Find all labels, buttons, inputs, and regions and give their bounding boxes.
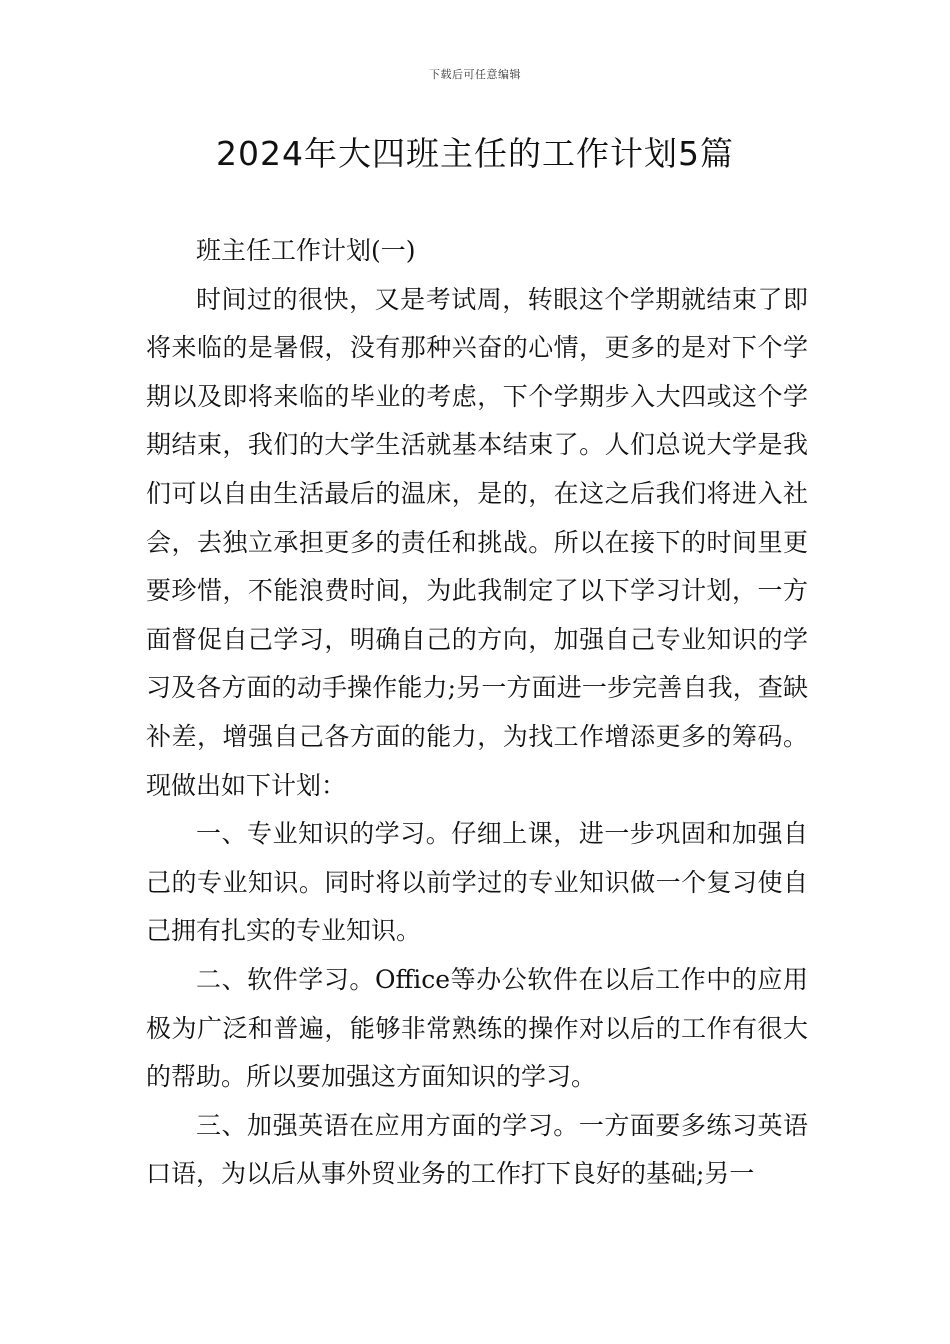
header-note: 下载后可任意编辑	[429, 68, 521, 81]
body-paragraph: 一、专业知识的学习。仔细上课，进一步巩固和加强自己的专业知识。同时将以前学过的专业知识做一个复习使自己拥有扎实的专业知识。	[146, 819, 808, 946]
body-paragraph: 时间过的很快，又是考试周，转眼这个学期就结束了即将来临的是暑假，没有那种兴奋的心情，更多的是对下个学期以及即将来临的毕业的考虑，下个学期步入大四或这个学期结束，我们的大学生活就基本结束了。人们总说大学是我们可以自由生活最后的温床，是的，在这之后我们将进入社会，去独立承担更多的责任和挑战。所以在接下的时间里更要珍惜，不能浪费时间，为此我制定了以下学习计划，一方面督促自己学习，明确自己的方向，加强自己专业知识的学习及各方面的动手操作能力;另一方面进一步完善自我，查缺补差，增强自己各方面的能力，为找工作增添更多的筹码。现做出如下计划：	[146, 284, 808, 800]
document-title: 2024年大四班主任的工作计划5篇	[216, 134, 734, 173]
body-paragraph: 三、加强英语在应用方面的学习。一方面要多练习英语口语，为以后从事外贸业务的工作打下良好的基础;另一	[146, 1110, 808, 1189]
section-heading: 班主任工作计划(一)	[196, 236, 416, 265]
body-paragraph: 二、软件学习。Office等办公软件在以后工作中的应用极为广泛和普遍，能够非常熟练的操作对以后的工作有很大的帮助。所以要加强这方面知识的学习。	[146, 964, 808, 1092]
document-body	[146, 227, 808, 1199]
